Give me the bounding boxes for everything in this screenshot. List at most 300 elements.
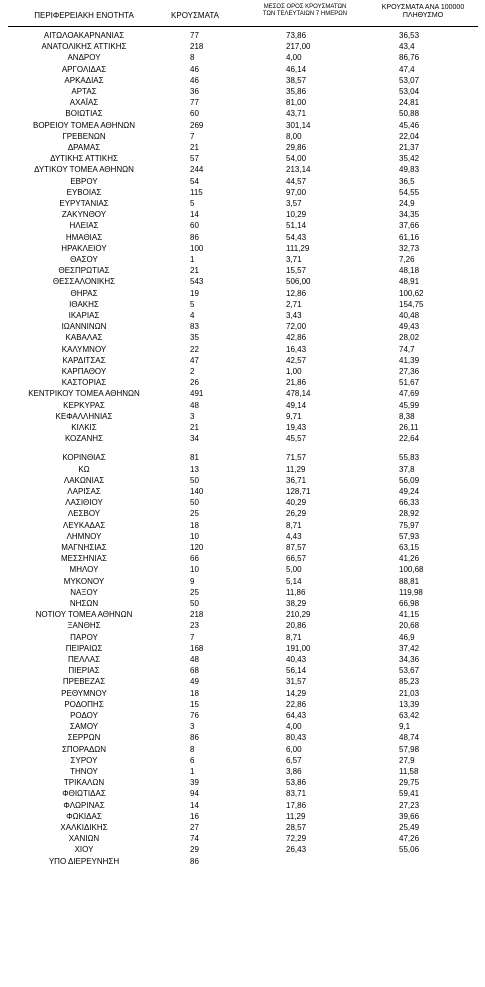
seven-day-average-cell: 71,57 <box>286 453 307 463</box>
seven-day-average-cell: 29,86 <box>286 143 307 152</box>
region-cell: ΤΡΙΚΑΛΩΝ <box>63 778 105 788</box>
region-cell: ΛΕΣΒΟΥ <box>67 509 101 519</box>
seven-day-average-cell: 44,57 <box>286 176 307 186</box>
region-cell: ΗΡΑΚΛΕΙΟΥ <box>61 243 107 253</box>
table-row <box>0 542 485 553</box>
per-100k-cell: 34,36 <box>399 655 420 664</box>
per-100k-cell: 45,46 <box>399 120 420 130</box>
per-100k-cell: 7,26 <box>399 255 415 264</box>
table-row <box>0 587 485 598</box>
table-row <box>0 220 485 231</box>
seven-day-average-cell: 478,14 <box>286 389 311 399</box>
per-100k-cell: 36,5 <box>399 176 415 186</box>
cases-cell: 6 <box>190 755 195 765</box>
table-row <box>0 131 485 142</box>
cases-cell: 168 <box>190 643 204 653</box>
seven-day-average-cell: 42,86 <box>286 333 307 343</box>
per-100k-cell: 32,73 <box>399 243 420 253</box>
per-100k-cell: 41,15 <box>399 610 420 620</box>
table-row <box>0 176 485 187</box>
seven-day-average-cell: 4,00 <box>286 53 302 63</box>
per-100k-cell: 88,81 <box>399 576 420 586</box>
per-100k-cell: 49,24 <box>399 487 420 496</box>
region-cell: ΚΑΡΠΑΘΟΥ <box>61 367 107 376</box>
cases-cell: 46 <box>190 64 199 74</box>
region-cell: ΑΡΚΑΔΙΑΣ <box>64 75 104 85</box>
region-cell: ΧΑΛΚΙΔΙΚΗΣ <box>60 823 108 832</box>
table-row <box>0 508 485 519</box>
cases-cell: 8 <box>190 744 195 754</box>
table-row <box>0 576 485 587</box>
per-100k-cell: 63,42 <box>399 711 420 720</box>
per-100k-cell: 47,4 <box>399 64 415 74</box>
table-row <box>0 433 485 444</box>
region-cell: ΠΕΛΛΑΣ <box>67 655 101 664</box>
cases-cell: 4 <box>190 311 195 320</box>
per-100k-cell: 36,53 <box>399 31 420 40</box>
per-100k-cell: 56,09 <box>399 475 420 485</box>
region-cell: ΑΡΓΟΛΙΔΑΣ <box>61 64 107 74</box>
seven-day-average-cell: 128,71 <box>286 487 311 496</box>
table-row <box>0 344 485 355</box>
cases-cell: 491 <box>190 389 204 399</box>
table-row <box>0 676 485 687</box>
seven-day-average-cell: 2,71 <box>286 299 302 309</box>
table-row <box>0 710 485 721</box>
per-100k-cell: 119,98 <box>399 587 423 597</box>
cases-cell: 76 <box>190 711 199 720</box>
seven-day-average-cell: 64,43 <box>286 711 307 720</box>
region-cell: ΦΛΩΡΙΝΑΣ <box>63 800 105 810</box>
seven-day-average-cell: 8,71 <box>286 632 302 642</box>
region-cell: ΑΝΔΡΟΥ <box>67 53 101 63</box>
per-100k-cell: 46,9 <box>399 632 415 642</box>
cases-cell: 13 <box>190 464 199 474</box>
seven-day-average-cell: 38,29 <box>286 599 307 608</box>
per-100k-cell: 66,98 <box>399 599 420 608</box>
per-100k-cell: 26,11 <box>399 423 419 432</box>
seven-day-average-cell: 4,43 <box>286 531 302 541</box>
header-7day-average <box>250 4 360 18</box>
header-per-100k-line1: ΚΡΟΥΣΜΑΤΑ ΑΝΑ 100000 <box>381 4 465 11</box>
cases-cell: 15 <box>190 699 199 709</box>
table-row <box>0 520 485 531</box>
cases-cell: 29 <box>190 845 199 855</box>
cases-cell: 22 <box>190 344 199 354</box>
region-cell: ΝΗΣΩΝ <box>69 599 99 608</box>
per-100k-cell: 9,1 <box>399 722 411 732</box>
cases-cell: 25 <box>190 509 199 519</box>
table-row <box>0 721 485 732</box>
table-row <box>0 366 485 377</box>
per-100k-cell: 27,23 <box>399 800 420 810</box>
seven-day-average-cell: 3,86 <box>286 767 302 776</box>
table-row <box>0 52 485 63</box>
seven-day-average-cell: 54,00 <box>286 154 307 164</box>
seven-day-average-cell: 14,29 <box>286 688 307 698</box>
region-cell: ΜΗΛΟΥ <box>69 565 99 575</box>
table-row <box>0 187 485 198</box>
per-100k-cell: 74,7 <box>399 344 415 354</box>
region-cell: ΠΕΙΡΑΙΩΣ <box>65 643 103 653</box>
per-100k-cell: 37,8 <box>399 464 415 474</box>
per-100k-cell: 55,06 <box>399 845 420 855</box>
table-row <box>0 142 485 153</box>
seven-day-average-cell: 73,86 <box>286 31 307 40</box>
cases-cell: 115 <box>190 187 203 197</box>
header-region: ΠΕΡΙΦΕΡΕΙΑΚΗ ΕΝΟΤΗΤΑ <box>34 11 134 20</box>
table-row <box>0 766 485 777</box>
per-100k-cell: 45,99 <box>399 400 420 410</box>
per-100k-cell: 43,4 <box>399 42 415 52</box>
region-cell: ΛΗΜΝΟΥ <box>66 531 102 541</box>
region-cell: ΞΑΝΘΗΣ <box>67 621 101 631</box>
cases-cell: 3 <box>190 722 195 732</box>
seven-day-average-cell: 16,43 <box>286 344 307 354</box>
table-row <box>0 632 485 643</box>
cases-cell: 27 <box>190 823 199 832</box>
table-row <box>0 665 485 676</box>
region-cell: ΖΑΚΥΝΘΟΥ <box>61 210 107 220</box>
seven-day-average-cell: 28,57 <box>286 823 307 832</box>
per-100k-cell: 21,37 <box>399 143 420 152</box>
table-row <box>0 452 485 463</box>
region-cell: ΤΗΝΟΥ <box>70 767 98 776</box>
table-row <box>0 688 485 699</box>
cases-cell: 19 <box>190 288 199 298</box>
cases-cell: 46 <box>190 75 199 85</box>
seven-day-average-cell: 5,00 <box>286 565 302 575</box>
region-cell: ΚΟΡΙΝΘΙΑΣ <box>62 453 106 463</box>
region-cell: ΚΑΒΑΛΑΣ <box>65 333 103 343</box>
region-cell: ΧΑΝΙΩΝ <box>68 834 100 844</box>
cases-cell: 1 <box>190 255 195 264</box>
cases-cell: 26 <box>190 378 199 388</box>
per-100k-cell: 54,55 <box>399 187 420 197</box>
table-row <box>0 288 485 299</box>
cases-cell: 16 <box>190 811 199 821</box>
per-100k-cell: 63,15 <box>399 543 420 552</box>
per-100k-cell: 100,62 <box>399 288 424 298</box>
seven-day-average-cell: 8,71 <box>286 520 302 530</box>
header-7day-average-line1: ΜΕΣΟΣ ΟΡΟΣ ΚΡΟΥΣΜΑΤΩΝ <box>263 4 347 10</box>
header-divider <box>8 26 478 27</box>
region-cell: ΚΕΡΚΥΡΑΣ <box>63 400 105 410</box>
seven-day-average-cell: 26,29 <box>286 509 307 519</box>
region-cell: ΔΥΤΙΚΟΥ ΤΟΜΕΑ ΑΘΗΝΩΝ <box>34 165 134 175</box>
per-100k-cell: 66,33 <box>399 498 420 508</box>
per-100k-cell: 154,75 <box>399 299 424 309</box>
per-100k-cell: 35,42 <box>399 154 420 164</box>
region-cell: ΣΠΟΡΑΔΩΝ <box>61 744 107 754</box>
seven-day-average-cell: 22,86 <box>286 699 307 709</box>
cases-cell: 14 <box>190 800 199 810</box>
table-row <box>0 120 485 131</box>
seven-day-average-cell: 191,00 <box>286 643 311 653</box>
cases-cell: 50 <box>190 475 199 485</box>
region-cell: ΚΕΝΤΡΙΚΟΥ ΤΟΜΕΑ ΑΘΗΝΩΝ <box>28 389 140 399</box>
seven-day-average-cell: 11,29 <box>286 811 306 821</box>
region-cell: ΘΗΡΑΣ <box>70 288 98 298</box>
per-100k-cell: 29,75 <box>399 778 420 788</box>
per-100k-cell: 37,42 <box>399 643 420 653</box>
seven-day-average-cell: 36,71 <box>286 475 307 485</box>
region-cell: ΘΕΣΠΡΩΤΙΑΣ <box>58 266 110 276</box>
seven-day-average-cell: 40,29 <box>286 498 307 508</box>
table-row <box>0 856 485 867</box>
seven-day-average-cell: 9,71 <box>286 411 302 421</box>
cases-cell: 34 <box>190 434 199 444</box>
seven-day-average-cell: 31,57 <box>286 677 307 687</box>
table-row <box>0 198 485 209</box>
table-row <box>0 108 485 119</box>
region-cell: ΙΘΑΚΗΣ <box>69 299 99 309</box>
table-row <box>0 844 485 855</box>
table-row <box>0 310 485 321</box>
region-cell: ΠΑΡΟΥ <box>70 632 98 642</box>
cases-cell: 9 <box>190 576 195 586</box>
seven-day-average-cell: 40,43 <box>286 655 307 664</box>
table-row <box>0 377 485 388</box>
seven-day-average-cell: 11,86 <box>286 587 306 597</box>
seven-day-average-cell: 45,57 <box>286 434 307 444</box>
seven-day-average-cell: 66,57 <box>286 554 307 564</box>
cases-cell: 18 <box>190 688 199 698</box>
table-row <box>0 64 485 75</box>
seven-day-average-cell: 111,29 <box>286 243 310 253</box>
table-row <box>0 243 485 254</box>
region-cell: ΥΠΟ ΔΙΕΡΕΥΝΗΣΗ <box>48 856 120 866</box>
region-cell: ΗΛΕΙΑΣ <box>69 221 99 231</box>
cases-cell: 23 <box>190 621 199 631</box>
cases-cell: 8 <box>190 53 195 63</box>
cases-cell: 68 <box>190 666 199 676</box>
per-100k-cell: 53,67 <box>399 666 420 676</box>
cases-cell: 66 <box>190 554 199 564</box>
table-row <box>0 822 485 833</box>
cases-cell: 2 <box>190 367 195 376</box>
per-100k-cell: 28,92 <box>399 509 420 519</box>
cases-cell: 77 <box>190 98 199 108</box>
cases-cell: 3 <box>190 411 195 421</box>
per-100k-cell: 25,49 <box>399 823 420 832</box>
cases-cell: 21 <box>190 143 199 152</box>
region-cell: ΛΑΚΩΝΙΑΣ <box>63 475 105 485</box>
per-100k-cell: 21,03 <box>399 688 420 698</box>
per-100k-cell: 27,9 <box>399 755 415 765</box>
per-100k-cell: 49,43 <box>399 322 420 332</box>
per-100k-cell: 28,02 <box>399 333 420 343</box>
region-cell: ΕΥΒΟΙΑΣ <box>66 187 102 197</box>
table-row <box>0 497 485 508</box>
region-cell: ΑΡΤΑΣ <box>71 87 97 96</box>
cases-cell: 100 <box>190 243 204 253</box>
region-cell: ΝΟΤΙΟΥ ΤΟΜΕΑ ΑΘΗΝΩΝ <box>35 610 133 620</box>
table-row <box>0 755 485 766</box>
cases-cell: 54 <box>190 176 199 186</box>
cases-cell: 218 <box>190 610 204 620</box>
cases-cell: 269 <box>190 120 204 130</box>
cases-cell: 50 <box>190 599 199 608</box>
cases-cell: 77 <box>190 31 199 40</box>
region-cell: ΕΒΡΟΥ <box>70 176 98 186</box>
table-row <box>0 643 485 654</box>
region-cell: ΔΡΑΜΑΣ <box>67 143 101 152</box>
table-row <box>0 209 485 220</box>
region-cell: ΚΑΛΥΜΝΟΥ <box>61 344 107 354</box>
cases-cell: 21 <box>190 266 199 276</box>
region-cell: ΣΕΡΡΩΝ <box>67 733 101 743</box>
table-row <box>0 97 485 108</box>
table-row <box>0 833 485 844</box>
cases-cell: 47 <box>190 355 199 365</box>
table-row <box>0 777 485 788</box>
region-cell: ΗΜΑΘΙΑΣ <box>65 232 103 242</box>
region-cell: ΑΙΤΩΛΟΑΚΑΡΝΑΝΙΑΣ <box>43 31 125 40</box>
region-cell: ΣΑΜΟΥ <box>69 722 99 732</box>
cases-cell: 86 <box>190 733 199 743</box>
seven-day-average-cell: 49,14 <box>286 400 307 410</box>
cases-cell: 120 <box>190 543 204 552</box>
region-cell: ΛΑΡΙΣΑΣ <box>67 487 101 496</box>
region-cell: ΚΑΣΤΟΡΙΑΣ <box>61 378 107 388</box>
table-row <box>0 744 485 755</box>
table-row <box>0 411 485 422</box>
cases-cell: 57 <box>190 154 199 164</box>
cases-cell: 48 <box>190 655 199 664</box>
seven-day-average-cell: 19,43 <box>286 423 307 432</box>
table-row <box>0 254 485 265</box>
seven-day-average-cell: 5,14 <box>286 576 302 586</box>
region-cell: ΡΟΔΟΥ <box>70 711 98 720</box>
cases-cell: 60 <box>190 109 199 119</box>
region-cell: ΧΙΟΥ <box>74 845 94 855</box>
table-row <box>0 654 485 665</box>
seven-day-average-cell: 72,29 <box>286 834 307 844</box>
seven-day-average-cell: 56,14 <box>286 666 307 676</box>
per-100k-cell: 13,39 <box>399 699 420 709</box>
region-cell: ΦΘΙΩΤΙΔΑΣ <box>62 789 106 799</box>
per-100k-cell: 61,16 <box>399 232 420 242</box>
cases-cell: 94 <box>190 789 199 799</box>
table-row <box>0 422 485 433</box>
per-100k-cell: 24,9 <box>399 199 415 208</box>
table-row <box>0 232 485 243</box>
cases-cell: 86 <box>190 856 199 866</box>
per-100k-cell: 34,35 <box>399 210 420 220</box>
seven-day-average-cell: 4,00 <box>286 722 302 732</box>
seven-day-average-cell: 8,00 <box>286 131 302 141</box>
cases-cell: 49 <box>190 677 199 687</box>
seven-day-average-cell: 38,57 <box>286 75 307 85</box>
region-cell: ΚΩ <box>78 464 90 474</box>
header-cases: ΚΡΟΥΣΜΑΤΑ <box>171 11 219 20</box>
per-100k-cell: 50,88 <box>399 109 420 119</box>
cases-cell: 35 <box>190 333 199 343</box>
header-per-100k <box>365 4 481 20</box>
seven-day-average-cell: 21,86 <box>286 378 307 388</box>
cases-cell: 86 <box>190 232 199 242</box>
table-row <box>0 75 485 86</box>
per-100k-cell: 48,18 <box>399 266 420 276</box>
per-100k-cell: 75,97 <box>399 520 420 530</box>
per-100k-cell: 48,74 <box>399 733 420 743</box>
per-100k-cell: 22,04 <box>399 131 420 141</box>
table-row <box>0 620 485 631</box>
region-cell: ΚΑΡΔΙΤΣΑΣ <box>62 355 106 365</box>
table-row <box>0 276 485 287</box>
seven-day-average-cell: 210,29 <box>286 610 311 620</box>
region-cell: ΑΧΑΪΑΣ <box>69 98 99 108</box>
seven-day-average-cell: 17,86 <box>286 800 307 810</box>
seven-day-average-cell: 3,43 <box>286 311 302 320</box>
header-per-100k-line2: ΠΛΗΘΥΣΜΟ <box>402 12 444 19</box>
region-cell: ΜΥΚΟΝΟΥ <box>63 576 105 586</box>
table-row <box>0 553 485 564</box>
seven-day-average-cell: 81,00 <box>286 98 307 108</box>
seven-day-average-cell: 12,86 <box>286 288 307 298</box>
per-100k-cell: 57,93 <box>399 531 420 541</box>
seven-day-average-cell: 506,00 <box>286 277 311 287</box>
per-100k-cell: 41,26 <box>399 554 420 564</box>
cases-cell: 25 <box>190 587 199 597</box>
seven-day-average-cell: 3,71 <box>286 255 302 264</box>
cases-cell: 50 <box>190 498 199 508</box>
region-cell: ΜΑΓΝΗΣΙΑΣ <box>61 543 107 552</box>
cases-cell: 10 <box>190 565 199 575</box>
seven-day-average-cell: 3,57 <box>286 199 302 208</box>
region-cell: ΛΕΥΚΑΔΑΣ <box>62 520 106 530</box>
per-100k-cell: 41,39 <box>399 355 420 365</box>
region-cell: ΑΝΑΤΟΛΙΚΗΣ ΑΤΤΙΚΗΣ <box>41 42 127 52</box>
region-cell: ΙΚΑΡΙΑΣ <box>68 311 100 320</box>
seven-day-average-cell: 51,14 <box>286 221 307 231</box>
region-cell: ΚΟΖΑΝΗΣ <box>64 434 104 444</box>
cases-cell: 244 <box>190 165 204 175</box>
table-row <box>0 30 485 41</box>
per-100k-cell: 86,76 <box>399 53 420 63</box>
table-row <box>0 86 485 97</box>
table-row <box>0 265 485 276</box>
table-row <box>0 153 485 164</box>
region-cell: ΠΙΕΡΙΑΣ <box>68 666 100 676</box>
table-row <box>0 164 485 175</box>
region-cell: ΛΑΣΙΘΙΟΥ <box>65 498 103 508</box>
per-100k-cell: 55,83 <box>399 453 420 463</box>
cases-cell: 83 <box>190 322 199 332</box>
per-100k-cell: 49,83 <box>399 165 420 175</box>
cases-cell: 7 <box>190 632 195 642</box>
cases-cell: 543 <box>190 277 204 287</box>
header-7day-average-line2: ΤΩΝ ΤΕΛΕΥΤΑΙΩΝ 7 ΗΜΕΡΩΝ <box>262 11 348 17</box>
seven-day-average-cell: 53,86 <box>286 778 307 788</box>
cases-cell: 18 <box>190 520 199 530</box>
per-100k-cell: 85,23 <box>399 677 420 687</box>
seven-day-average-cell: 10,29 <box>286 210 307 220</box>
region-cell: ΒΟΙΩΤΙΑΣ <box>65 109 103 119</box>
region-cell: ΒΟΡΕΙΟΥ ΤΟΜΕΑ ΑΘΗΝΩΝ <box>32 120 136 130</box>
region-cell: ΚΙΛΚΙΣ <box>71 423 97 432</box>
seven-day-average-cell: 97,00 <box>286 187 307 197</box>
region-cell: ΓΡΕΒΕΝΩΝ <box>62 131 106 141</box>
per-100k-cell: 24,81 <box>399 98 420 108</box>
seven-day-average-cell: 26,43 <box>286 845 307 855</box>
table-row <box>0 699 485 710</box>
seven-day-average-cell: 83,71 <box>286 789 307 799</box>
per-100k-cell: 37,66 <box>399 221 420 231</box>
region-cell: ΠΡΕΒΕΖΑΣ <box>62 677 106 687</box>
seven-day-average-cell: 72,00 <box>286 322 307 332</box>
